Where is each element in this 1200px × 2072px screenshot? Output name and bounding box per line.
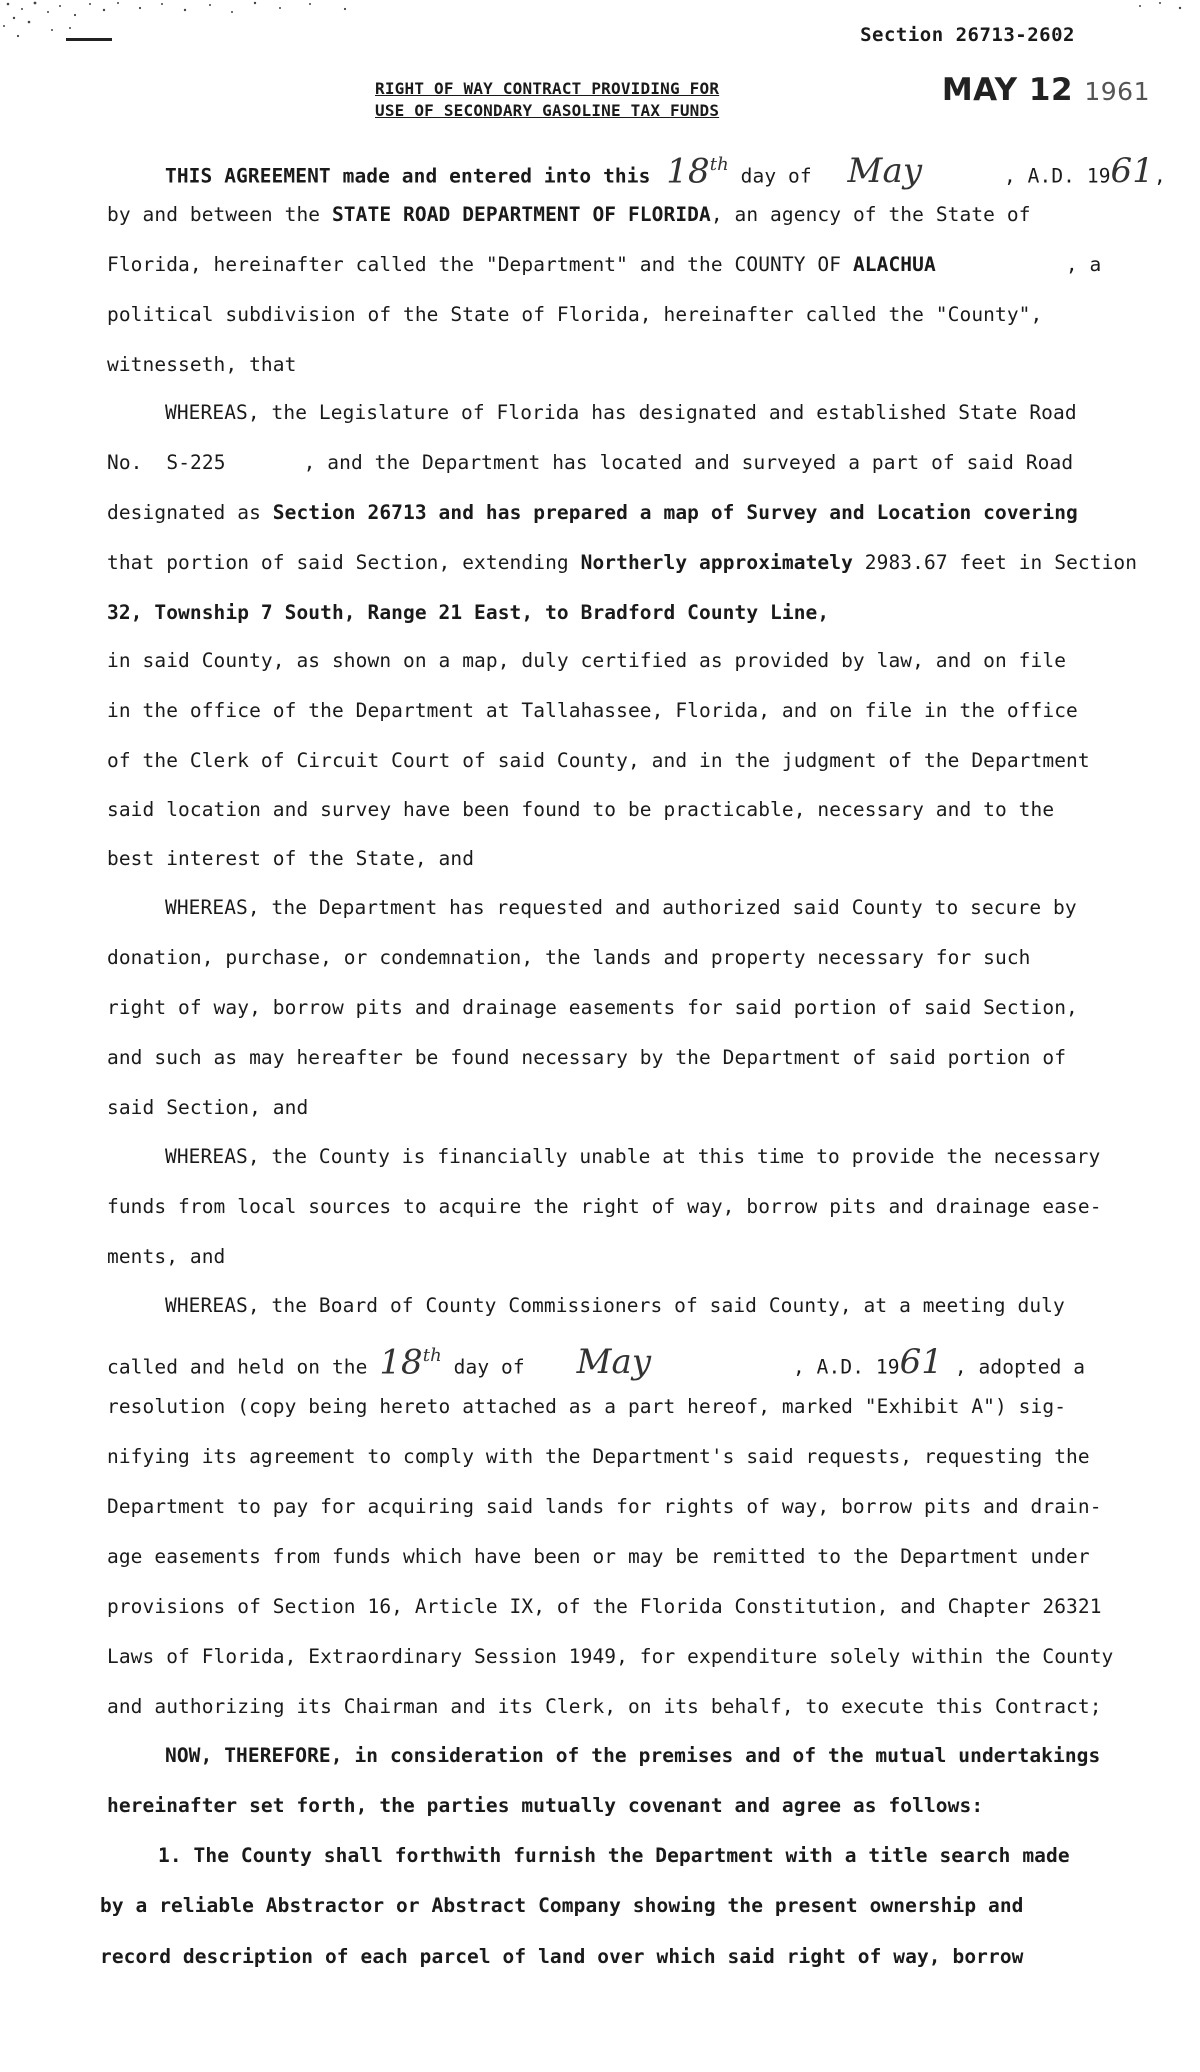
stamp-month-day: MAY 12 bbox=[941, 72, 1074, 108]
whereas4-line-3: resolution (copy being hereto attached as a part hereof, marked "Exhibit A") sig- bbox=[107, 1395, 1067, 1418]
whereas3-line-3: ments, and bbox=[107, 1245, 226, 1268]
distance-feet: 2983.67 bbox=[864, 551, 948, 574]
whereas1-line-4: that portion of said Section, extending Northerly approximately 2983.67 feet in Section bbox=[107, 551, 1138, 574]
clause1-line-3: record description of each parcel of land over which said right of way, borrow bbox=[100, 1945, 1024, 1968]
whereas4-line-2: called and held on the 18th day of May , A.D. 1961 , adopted a bbox=[107, 1342, 1086, 1383]
handwritten-day: 18th bbox=[666, 151, 729, 192]
whereas2-line-4: and such as may hereafter be found necessary by the Department of said portion of bbox=[107, 1046, 1067, 1069]
whereas2-line-3: right of way, borrow pits and drainage easements for said portion of said Section, bbox=[107, 996, 1078, 1019]
whereas2-line-2: donation, purchase, or condemnation, the lands and property necessary for such bbox=[107, 946, 1031, 969]
department-name: STATE ROAD DEPARTMENT OF FLORIDA bbox=[331, 203, 711, 226]
whereas1-line-7: in the office of the Department at Tallahassee, Florida, and on file in the office bbox=[107, 699, 1078, 722]
agreement-line-4: political subdivision of the State of Florida, hereinafter called the "County", bbox=[107, 303, 1043, 326]
whereas4-line-5: Department to pay for acquiring said lands for rights of way, borrow pits and drain- bbox=[107, 1495, 1102, 1518]
whereas4-line-9: and authorizing its Chairman and its Clerk, on its behalf, to execute this Contract; bbox=[107, 1695, 1102, 1718]
whereas1-line-2: No. S-225 , and the Department has located and surveyed a part of said Road bbox=[107, 451, 1074, 474]
whereas1-line-9: said location and survey have been found to be practicable, necessary and to the bbox=[107, 798, 1055, 821]
whereas4-line-4: nifying its agreement to comply with the Department's said requests, requesting the bbox=[107, 1445, 1090, 1468]
road-number: S-225 bbox=[166, 451, 226, 474]
handwritten-meeting-day: 18th bbox=[379, 1342, 442, 1383]
agreement-line-1: THIS AGREEMENT made and entered into this 18th day of May , A.D. 1961, bbox=[165, 151, 1166, 192]
clause1-line-2: by a reliable Abstractor or Abstract Company showing the present ownership and bbox=[100, 1894, 1024, 1917]
agreement-line-5: witnesseth, that bbox=[107, 353, 297, 376]
whereas4-line-6: age easements from funds which have been or may be remitted to the Department under bbox=[107, 1545, 1090, 1568]
stamp-year: 1961 bbox=[1084, 77, 1150, 106]
agreement-line-2: by and between the STATE ROAD DEPARTMENT OF FLORIDA, an agency of the State of bbox=[107, 203, 1031, 226]
whereas4-line-8: Laws of Florida, Extraordinary Session 1949, for expenditure solely within the County bbox=[107, 1645, 1114, 1668]
whereas1-line-5: 32, Township 7 South, Range 21 East, to Bradford County Line, bbox=[107, 601, 830, 624]
handwritten-meeting-year: 61 bbox=[899, 1342, 944, 1383]
whereas4-line-1: WHEREAS, the Board of County Commissioners of said County, at a meeting duly bbox=[165, 1294, 1065, 1317]
received-date-stamp bbox=[942, 72, 1150, 108]
title-line-1: RIGHT OF WAY CONTRACT PROVIDING FOR bbox=[375, 79, 720, 98]
title-line-2: USE OF SECONDARY GASOLINE TAX FUNDS bbox=[375, 101, 720, 120]
section-number: Section 26713-2602 bbox=[860, 24, 1075, 46]
whereas2-line-1: WHEREAS, the Department has requested and authorized said County to secure by bbox=[165, 896, 1077, 919]
whereas1-line-8: of the Clerk of Circuit Court of said County, and in the judgment of the Department bbox=[107, 749, 1090, 772]
whereas1-line-10: best interest of the State, and bbox=[107, 847, 475, 870]
handwritten-meeting-month: May bbox=[576, 1342, 652, 1383]
county-name: ALACHUA bbox=[852, 253, 936, 276]
document-title bbox=[375, 78, 795, 122]
agreement-line-3: Florida, hereinafter called the "Department" and the COUNTY OF ALACHUA , a bbox=[107, 253, 1102, 276]
therefore-line-2: hereinafter set forth, the parties mutually covenant and agree as follows: bbox=[107, 1794, 984, 1817]
whereas3-line-1: WHEREAS, the County is financially unable at this time to provide the necessary bbox=[165, 1145, 1101, 1168]
whereas1-line-6: in said County, as shown on a map, duly certified as provided by law, and on file bbox=[107, 649, 1067, 672]
clause1-line-1: 1. The County shall forthwith furnish the Department with a title search made bbox=[158, 1844, 1070, 1867]
scan-mark bbox=[66, 38, 112, 41]
therefore-line-1: NOW, THEREFORE, in consideration of the premises and of the mutual undertakings bbox=[165, 1744, 1101, 1767]
whereas3-line-2: funds from local sources to acquire the right of way, borrow pits and drainage ease- bbox=[107, 1195, 1102, 1218]
whereas2-line-5: said Section, and bbox=[107, 1096, 309, 1119]
handwritten-month: May bbox=[847, 151, 923, 192]
whereas1-line-3: designated as Section 26713 and has prepared a map of Survey and Location covering bbox=[107, 501, 1078, 524]
whereas4-line-7: provisions of Section 16, Article IX, of the Florida Constitution, and Chapter 26321 bbox=[107, 1595, 1102, 1618]
handwritten-year: 61 bbox=[1110, 151, 1154, 192]
whereas1-line-1: WHEREAS, the Legislature of Florida has designated and established State Road bbox=[165, 401, 1077, 424]
